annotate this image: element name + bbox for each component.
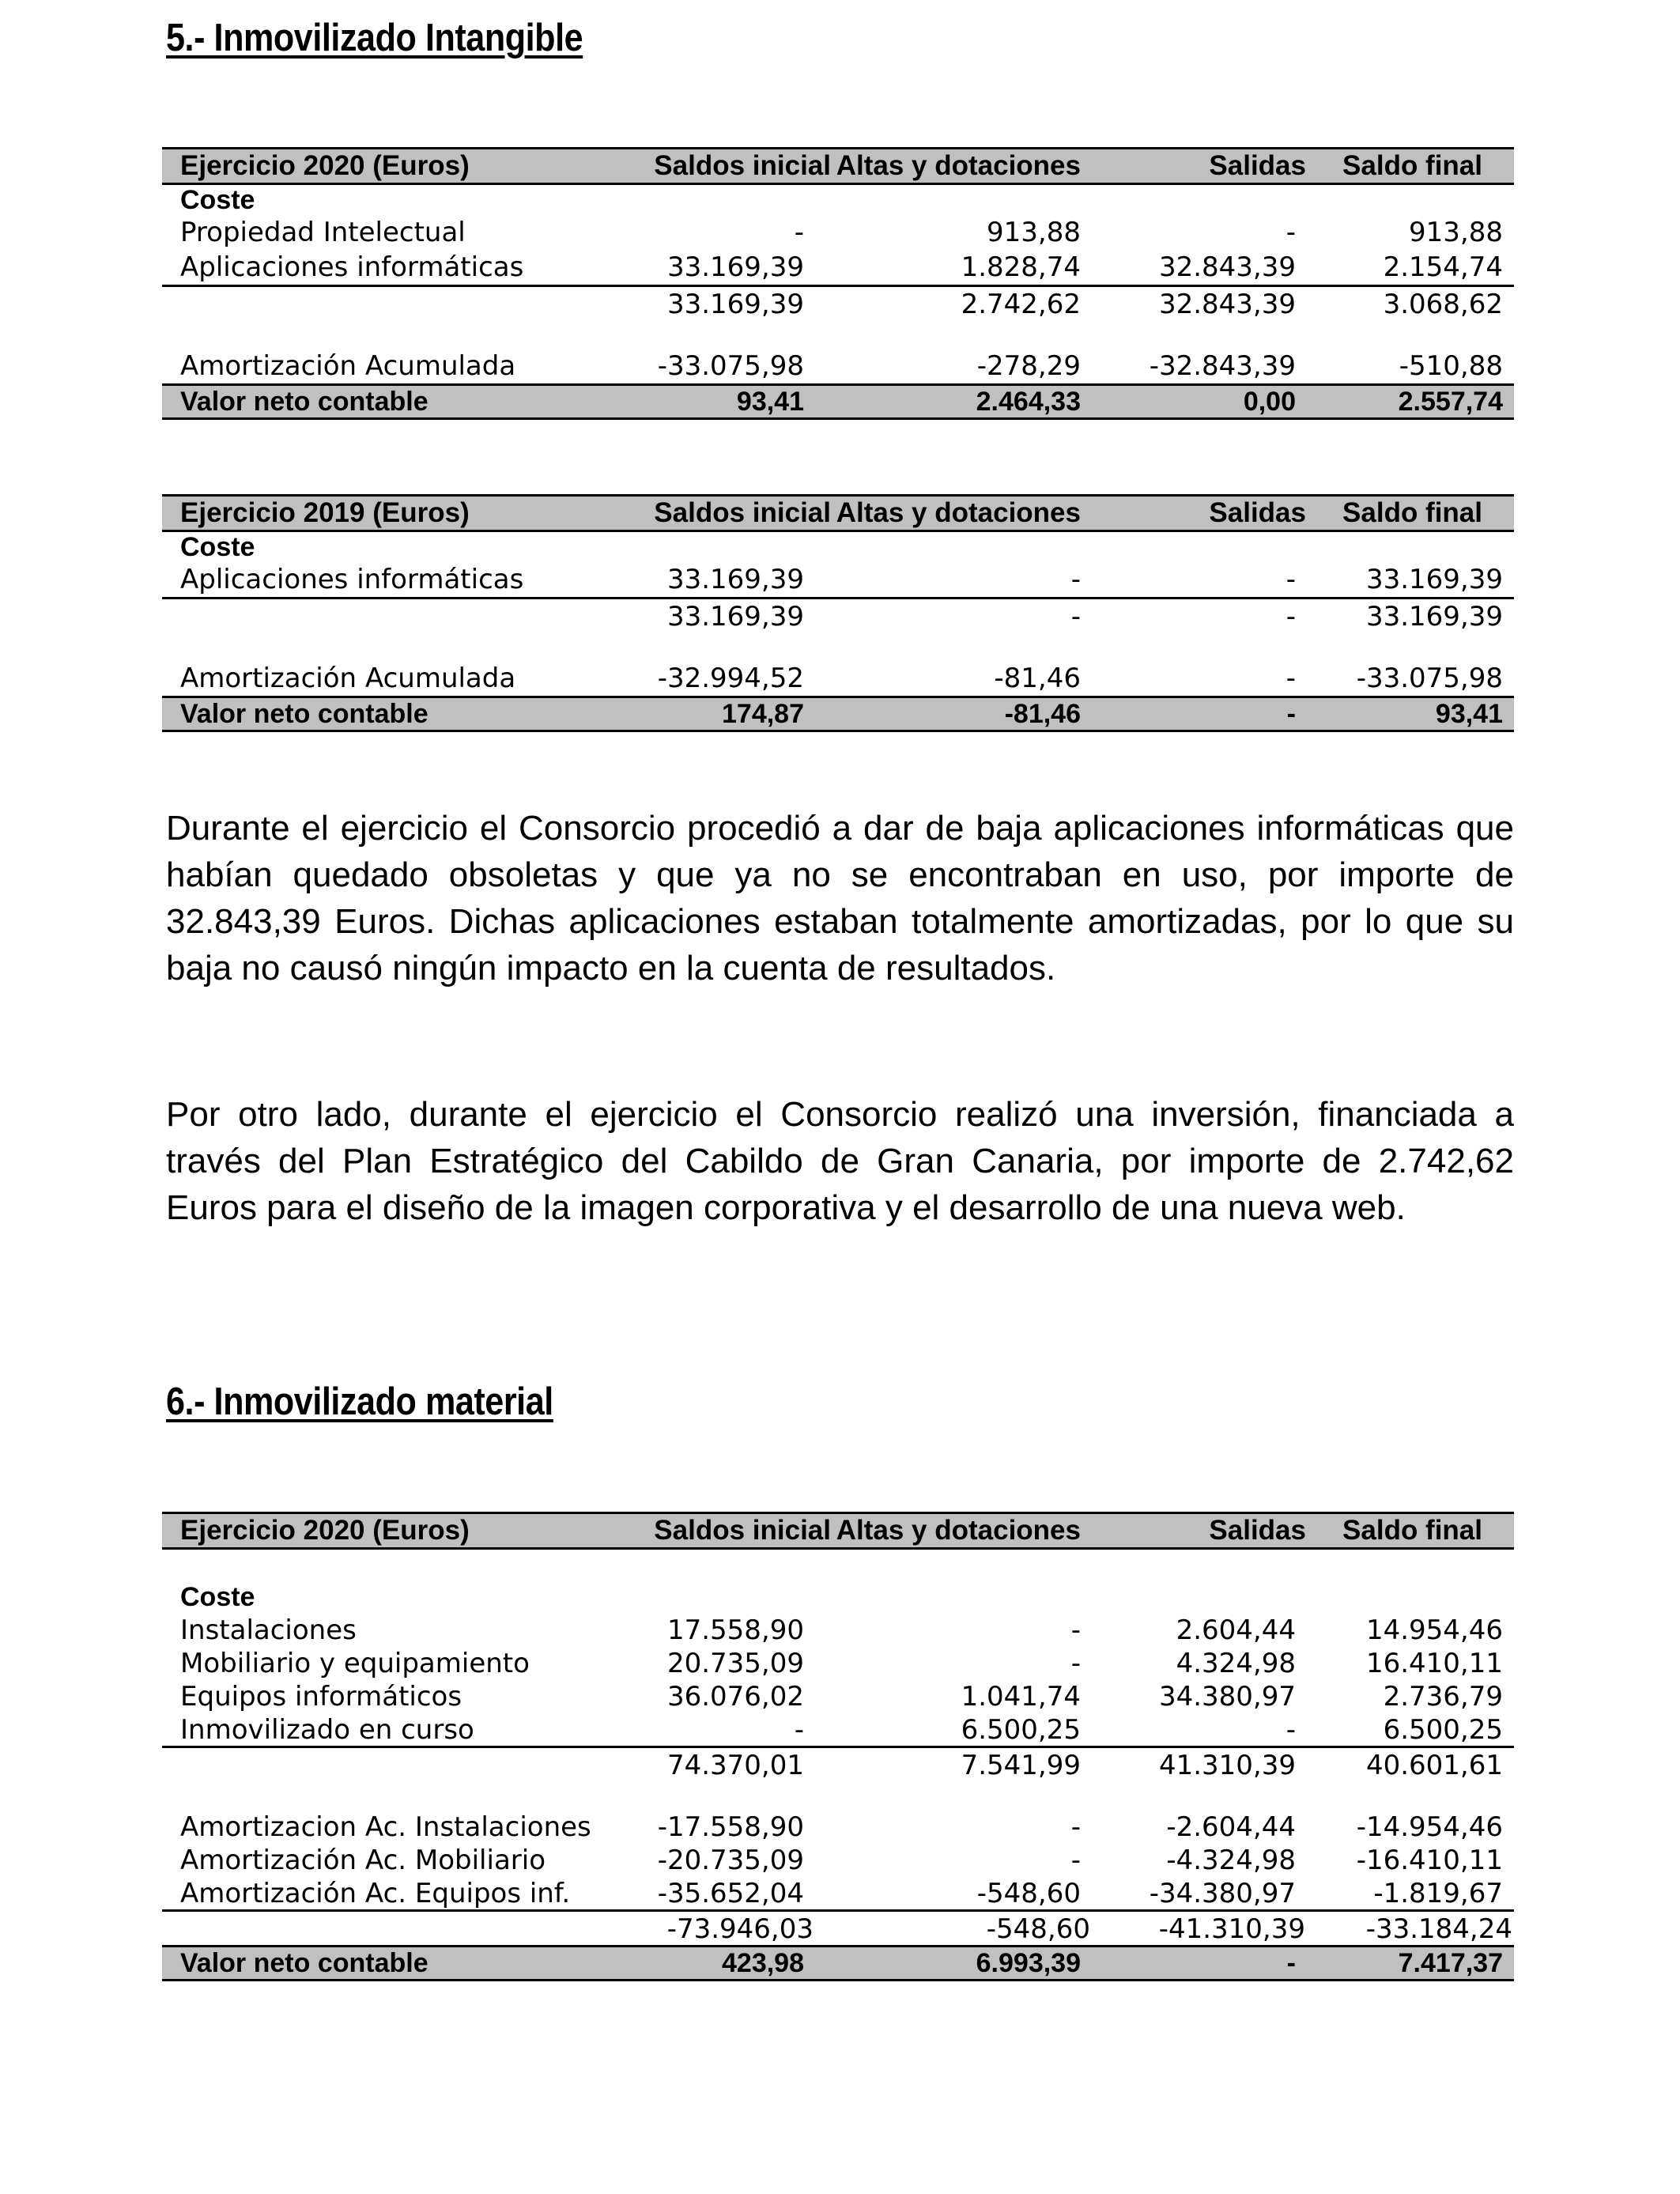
subtotal-initial: 33.169,39 xyxy=(666,289,804,320)
header-additions: Altas y dotaciones xyxy=(836,497,1081,528)
paragraph-investment: Por otro lado, durante el ejercicio el Consorcio realizó una inversión, financiada a través del Plan Estratégico del Cabildo de Gran Canaria, por importe de 2.742,62 Euros para el diseño de la imagen corporativa y el desarrollo de una nueva web. xyxy=(166,1095,1514,1227)
row-additions: 1.041,74 xyxy=(961,1681,1081,1713)
row-label: Instalaciones xyxy=(180,1614,357,1646)
header-final: Saldo final xyxy=(1342,497,1482,528)
row-label: Mobiliario y equipamiento xyxy=(180,1648,530,1679)
header-disposals: Salidas xyxy=(1209,497,1306,528)
subtotal-disposals: 41.310,39 xyxy=(1158,1750,1296,1781)
net-label: Valor neto contable xyxy=(180,387,428,417)
amort-total-additions: -548,60 xyxy=(986,1913,1090,1945)
subtotal-disposals: - xyxy=(1285,601,1296,633)
row-additions: - xyxy=(1070,1614,1081,1646)
amort-final: -510,88 xyxy=(1399,350,1503,382)
cost-label: Coste xyxy=(180,1582,255,1612)
row-disposals: 4.324,98 xyxy=(1176,1648,1296,1679)
amort-additions: -278,29 xyxy=(976,350,1081,382)
row-initial: 33.169,39 xyxy=(666,564,804,595)
paragraph-disposals: Durante el ejercicio el Consorcio procedió a dar de baja aplicaciones informáticas que habían quedado obsoletas y que ya no se encontraban en uso, por importe de 32.843,39 Euros. Dichas aplicaciones estaban totalmente amortizadas, por lo que su baja no causó ningún impacto en la cuenta de resultados. xyxy=(166,809,1514,987)
row-disposals: 2.604,44 xyxy=(1176,1614,1296,1646)
subtotal-disposals: 32.843,39 xyxy=(1158,289,1296,320)
net-initial: 423,98 xyxy=(722,1948,804,1978)
row-initial: 33.169,39 xyxy=(666,251,804,283)
amortization-row xyxy=(162,349,1514,383)
subtotal-additions: - xyxy=(1070,601,1081,633)
row-disposals: 32.843,39 xyxy=(1158,251,1296,283)
amortization-row xyxy=(162,1810,1514,1843)
row-disposals: 34.380,97 xyxy=(1158,1681,1296,1713)
cost-label: Coste xyxy=(180,185,255,215)
subtotal-final: 40.601,61 xyxy=(1365,1750,1503,1781)
amort-additions: -548,60 xyxy=(976,1878,1081,1909)
net-label: Valor neto contable xyxy=(180,1948,428,1978)
row-final: 2.736,79 xyxy=(1383,1681,1503,1713)
table-row xyxy=(162,1613,1514,1646)
row-final: 913,88 xyxy=(1409,217,1503,248)
row-initial: - xyxy=(794,217,804,248)
table-row xyxy=(162,1713,1514,1746)
table-row xyxy=(162,215,1514,250)
header-disposals: Salidas xyxy=(1209,150,1306,181)
amort-total-initial: -73.946,03 xyxy=(666,1913,814,1945)
intangible-2019-table xyxy=(162,494,1514,732)
row-additions: - xyxy=(1070,1648,1081,1679)
subtotal-row xyxy=(162,1746,1514,1783)
amort-initial: -35.652,04 xyxy=(657,1878,804,1909)
amortization-row xyxy=(162,1876,1514,1909)
row-disposals: - xyxy=(1285,564,1296,595)
net-book-value-row xyxy=(162,696,1514,732)
cost-label: Coste xyxy=(180,532,255,562)
net-disposals: - xyxy=(1286,1948,1296,1978)
subtotal-row xyxy=(162,597,1514,634)
net-book-value-row xyxy=(162,1945,1514,1981)
net-disposals: 0,00 xyxy=(1243,387,1296,417)
net-additions: 2.464,33 xyxy=(976,387,1081,417)
table-header xyxy=(162,147,1514,185)
amortization-total-row xyxy=(162,1909,1514,1945)
net-initial: 93,41 xyxy=(736,387,804,417)
net-label: Valor neto contable xyxy=(180,699,428,729)
amort-disposals: -2.604,44 xyxy=(1166,1811,1296,1843)
amort-disposals: -34.380,97 xyxy=(1149,1878,1296,1909)
amort-initial: -32.994,52 xyxy=(657,663,804,694)
amort-additions: -81,46 xyxy=(994,663,1081,694)
amort-disposals: - xyxy=(1285,663,1296,694)
subtotal-additions: 7.541,99 xyxy=(961,1750,1081,1781)
subtotal-initial: 33.169,39 xyxy=(666,601,804,633)
net-final: 7.417,37 xyxy=(1398,1948,1503,1978)
row-additions: - xyxy=(1070,564,1081,595)
table-row xyxy=(162,1646,1514,1679)
net-initial: 174,87 xyxy=(722,699,804,729)
cost-label-row xyxy=(162,185,1514,215)
amort-final: -33.075,98 xyxy=(1356,663,1503,694)
subtotal-initial: 74.370,01 xyxy=(666,1750,804,1781)
header-initial: Saldos inicial xyxy=(654,150,831,181)
amort-final: -14.954,46 xyxy=(1356,1811,1503,1843)
subtotal-final: 33.169,39 xyxy=(1365,601,1503,633)
row-initial: 36.076,02 xyxy=(666,1681,804,1713)
amort-label: Amortización Ac. Equipos inf. xyxy=(180,1878,571,1909)
amort-total-final: -33.184,24 xyxy=(1365,1913,1512,1945)
amort-final: -1.819,67 xyxy=(1373,1878,1503,1909)
row-disposals: - xyxy=(1285,1714,1296,1746)
row-label: Equipos informáticos xyxy=(180,1681,462,1713)
row-label: Aplicaciones informáticas xyxy=(180,251,524,283)
header-disposals: Salidas xyxy=(1209,1515,1306,1546)
subtotal-final: 3.068,62 xyxy=(1383,289,1503,320)
amort-initial: -17.558,90 xyxy=(657,1811,804,1843)
amort-label: Amortización Acumulada xyxy=(180,350,516,382)
row-additions: 913,88 xyxy=(987,217,1081,248)
row-final: 14.954,46 xyxy=(1365,1614,1503,1646)
section-5-title: 5.- Inmovilizado Intangible xyxy=(166,17,583,59)
amort-initial: -33.075,98 xyxy=(657,350,804,382)
subtotal-row xyxy=(162,285,1514,322)
header-additions: Altas y dotaciones xyxy=(836,1515,1081,1546)
row-final: 16.410,11 xyxy=(1365,1648,1503,1679)
intangible-2020-table xyxy=(162,147,1514,420)
amort-label: Amortización Acumulada xyxy=(180,663,516,694)
amort-additions: - xyxy=(1070,1845,1081,1876)
table-row xyxy=(162,562,1514,597)
amort-disposals: -4.324,98 xyxy=(1166,1845,1296,1876)
row-label: Propiedad Intelectual xyxy=(180,217,466,248)
row-final: 33.169,39 xyxy=(1365,564,1503,595)
header-initial: Saldos inicial xyxy=(654,1515,831,1546)
amort-label: Amortización Ac. Mobiliario xyxy=(180,1845,546,1876)
net-additions: -81,46 xyxy=(1004,699,1081,729)
row-disposals: - xyxy=(1285,217,1296,248)
header-additions: Altas y dotaciones xyxy=(836,150,1081,181)
row-final: 6.500,25 xyxy=(1383,1714,1503,1746)
amortization-row xyxy=(162,1843,1514,1876)
amort-final: -16.410,11 xyxy=(1356,1845,1503,1876)
row-label: Inmovilizado en curso xyxy=(180,1714,474,1746)
net-additions: 6.993,39 xyxy=(976,1948,1081,1978)
amort-total-disposals: -41.310,39 xyxy=(1158,1913,1305,1945)
cost-label-row xyxy=(162,532,1514,562)
row-initial: 20.735,09 xyxy=(666,1648,804,1679)
subtotal-additions: 2.742,62 xyxy=(961,289,1081,320)
table-header xyxy=(162,1512,1514,1550)
header-exercise: Ejercicio 2020 (Euros) xyxy=(180,1515,470,1546)
row-initial: 17.558,90 xyxy=(666,1614,804,1646)
amort-additions: - xyxy=(1070,1811,1081,1843)
amort-disposals: -32.843,39 xyxy=(1149,350,1296,382)
header-exercise: Ejercicio 2019 (Euros) xyxy=(180,497,470,528)
table-row xyxy=(162,250,1514,285)
header-exercise: Ejercicio 2020 (Euros) xyxy=(180,150,470,181)
amort-label: Amortizacion Ac. Instalaciones xyxy=(180,1811,591,1843)
row-additions: 1.828,74 xyxy=(961,251,1081,283)
tangible-2020-table xyxy=(162,1512,1514,1981)
net-final: 93,41 xyxy=(1435,699,1503,729)
row-final: 2.154,74 xyxy=(1383,251,1503,283)
net-book-value-row xyxy=(162,383,1514,420)
amort-initial: -20.735,09 xyxy=(657,1845,804,1876)
header-final: Saldo final xyxy=(1342,150,1482,181)
table-header xyxy=(162,494,1514,532)
header-initial: Saldos inicial xyxy=(654,497,831,528)
header-final: Saldo final xyxy=(1342,1515,1482,1546)
net-disposals: - xyxy=(1286,699,1296,729)
table-row xyxy=(162,1679,1514,1713)
section-6-title: 6.- Inmovilizado material xyxy=(166,1380,553,1423)
net-final: 2.557,74 xyxy=(1398,387,1503,417)
row-label: Aplicaciones informáticas xyxy=(180,564,524,595)
cost-label-row xyxy=(162,1581,1514,1613)
amortization-row xyxy=(162,661,1514,696)
row-additions: 6.500,25 xyxy=(961,1714,1081,1746)
row-initial: - xyxy=(794,1714,804,1746)
